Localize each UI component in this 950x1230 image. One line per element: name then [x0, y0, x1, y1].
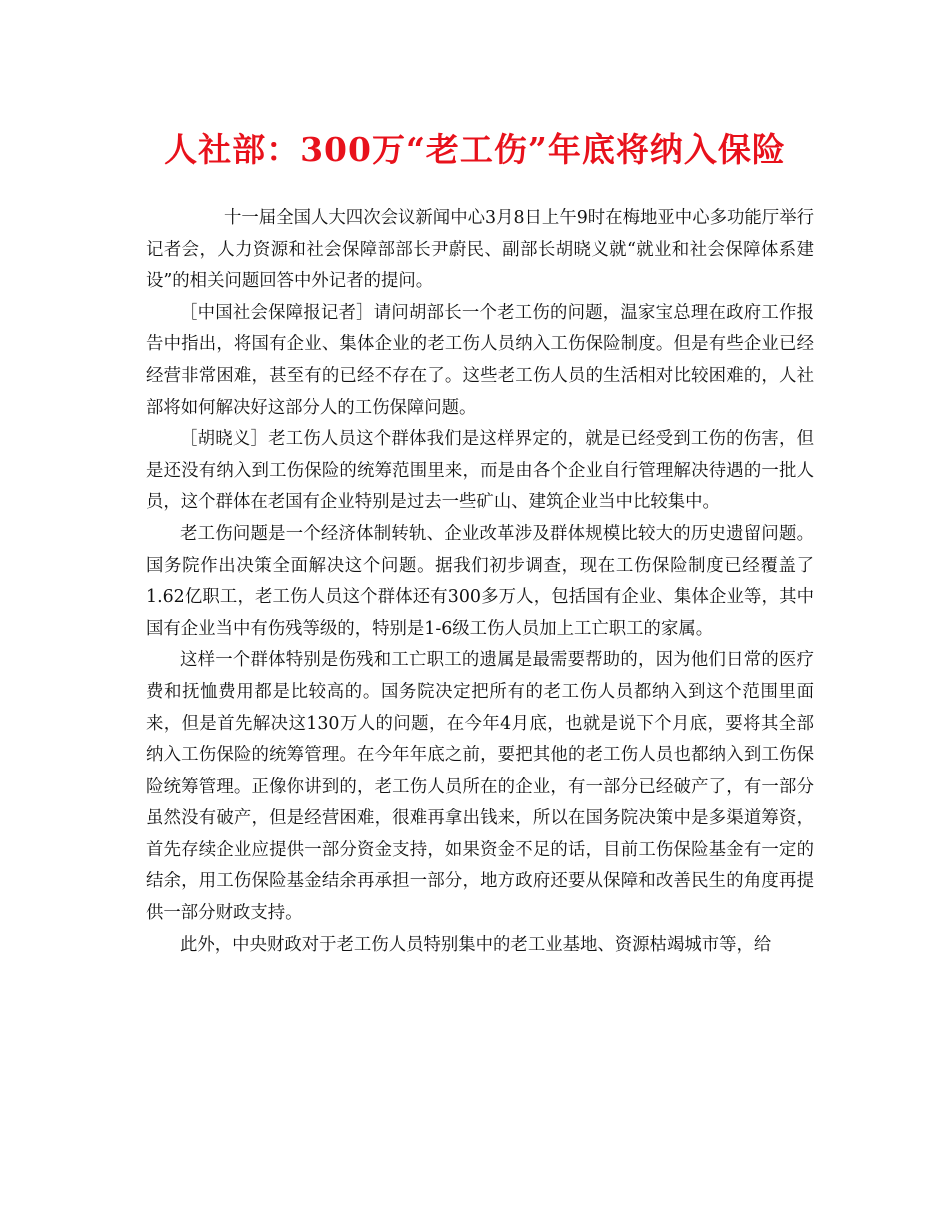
paragraph-history: 老工伤问题是一个经济体制转轨、企业改革涉及群体规模比较大的历史遗留问题。国务院作出决策全面解决这个问题。据我们初步调查，现在工伤保险制度已经覆盖了1.62亿职工，老工伤人员这个群体还有300多万人，包括国有企业、集体企业等，其中国有企业当中有伤残等级的，特别是1-6级工伤人员加上工亡职工的家属。 [146, 523, 814, 639]
paragraph-central-finance: 此外，中央财政对于老工伤人员特别集中的老工业基地、资源枯竭城市等，给 [180, 934, 772, 955]
paragraph-reporter-question: ［中国社会保障报记者］请问胡部长一个老工伤的问题，温家宝总理在政府工作报告中指出，将国有企业、集体企业的老工伤人员纳入工伤保险制度。但是有些企业已经经营非常困难，甚至有的已经不存在了。这些老工伤人员的生活相对比较困难的，人社部将如何解决好这部分人的工伤保障问题。 [146, 302, 814, 418]
paragraph-plan: 这样一个群体特别是伤残和工亡职工的遗属是最需要帮助的，因为他们日常的医疗费和抚恤费用都是比较高的。国务院决定把所有的老工伤人员都纳入到这个范围里面来，但是首先解决这130万人的问题，在今年4月底，也就是说下个月底，要将其全部纳入工伤保险的统筹管理。在今年年底之前，要把其他的老工伤人员也都纳入到工伤保险统筹管理。正像你讲到的，老工伤人员所在的企业，有一部分已经破产了，有一部分虽然没有破产，但是经营困难，很难再拿出钱来，所以在国务院决策中是多渠道筹资，首先存续企业应提供一部分资金支持，如果资金不足的话，目前工伤保险基金有一定的结余，用工伤保险基金结余再承担一部分，地方政府还要从保障和改善民生的角度再提供一部分财政支持。 [146, 650, 814, 924]
document-title: 人社部：300万“老工伤”年底将纳入保险 [164, 130, 786, 169]
paragraph-answer-definition: ［胡晓义］老工伤人员这个群体我们是这样界定的，就是已经受到工伤的伤害，但是还没有纳入到工伤保险的统筹范围里来，而是由各个企业自行管理解决待遇的一批人员，这个群体在老国有企业特别是过去一些矿山、建筑企业当中比较集中。 [146, 429, 814, 513]
paragraph-intro: 十一届全国人大四次会议新闻中心3月8日上午9时在梅地亚中心多功能厅举行记者会，人力资源和社会保障部部长尹蔚民、副部长胡晓义就“就业和社会保障体系建设”的相关问题回答中外记者的提问。 [146, 208, 814, 292]
document-body [146, 203, 814, 961]
